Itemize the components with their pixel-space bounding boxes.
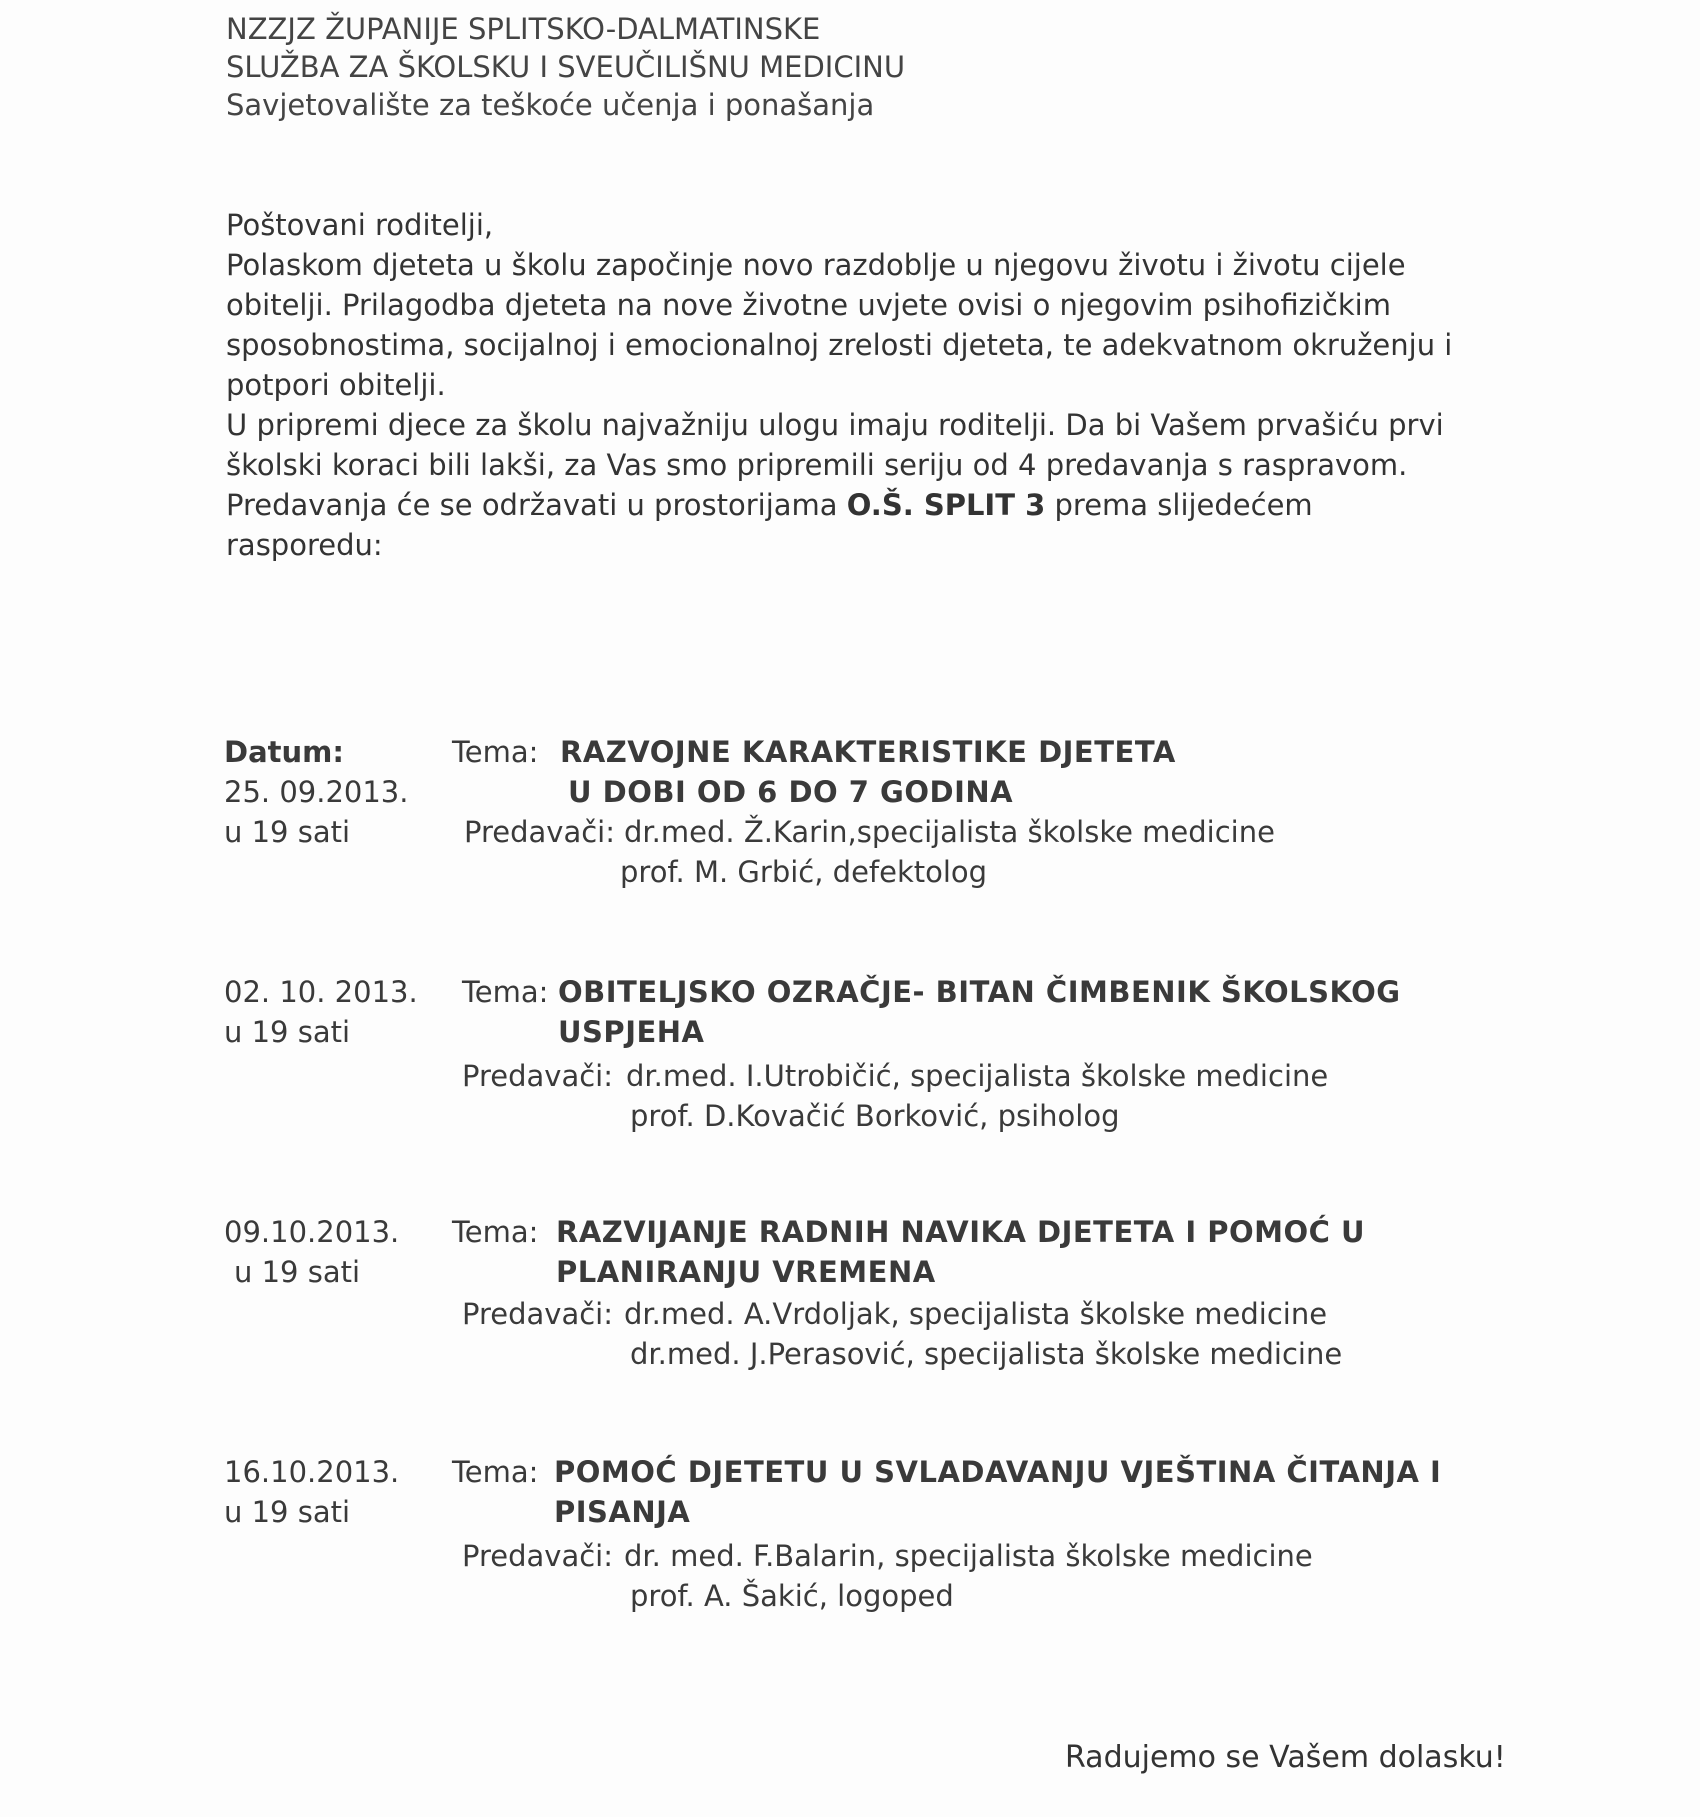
lecturers-list [624, 1294, 1342, 1374]
intro-text [226, 205, 1496, 565]
school-name: O.Š. SPLIT 3 [846, 488, 1046, 522]
entry-date: 02. 10. 2013. [224, 975, 418, 1009]
entry-date: 25. 09.2013. [224, 775, 409, 809]
paragraph-line: sposobnostima, socijalnoj i emocionalnoj zrelosti djeteta, te adekvatnom okruženju i [226, 328, 1453, 362]
lecturer: prof. M. Grbić, defektolog [620, 855, 988, 889]
institution-name: NZZJZ ŽUPANIJE SPLITSKO-DALMATINSKE [226, 12, 821, 46]
topic-title [560, 732, 1176, 812]
lecturers-list [620, 812, 1275, 892]
topic-title-line: U DOBI OD 6 DO 7 GODINA [568, 775, 1014, 809]
topic-title [556, 1212, 1365, 1292]
lecturers-label: Predavači: [462, 1297, 613, 1331]
date-header: Datum: [224, 735, 344, 769]
topic-title-line: USPJEHA [558, 1015, 705, 1049]
paragraph-line: školski koraci bili lakši, za Vas smo pripremili seriju od 4 predavanja s raspravom. [226, 448, 1408, 482]
topic-title [558, 972, 1401, 1052]
topic-title-line: RAZVOJNE KARAKTERISTIKE DJETETA [560, 735, 1176, 769]
topic-title-line: POMOĆ DJETETU U SVLADAVANJU VJEŠTINA ČITANJA I [554, 1455, 1442, 1489]
paragraph-line: rasporedu: [226, 528, 383, 562]
paragraph-line: obitelji. Prilagodba djeteta na nove životne uvjete ovisi o njegovim psihofizičkim [226, 288, 1391, 322]
paragraph-line: U pripremi djece za školu najvažniju ulogu imaju roditelji. Da bi Vašem prvašiću prvi [226, 408, 1444, 442]
paragraph-line [226, 485, 1496, 525]
lecturer: dr.med. J.Perasović, specijalista školske medicine [630, 1337, 1343, 1371]
topic-label: Tema: [452, 1455, 539, 1489]
topic-label: Tema: [462, 975, 549, 1009]
paragraph-line: Polaskom djeteta u školu započinje novo razdoblje u njegovu životu i životu cijele [226, 248, 1406, 282]
topic-title-line: PLANIRANJU VREMENA [556, 1255, 936, 1289]
lecturers-label: Predavači: [462, 1539, 613, 1573]
topic-label: Tema: [452, 735, 539, 769]
entry-date: 16.10.2013. [224, 1455, 400, 1489]
entry-date: 09.10.2013. [224, 1215, 400, 1249]
lecturers-label: Predavači: [462, 1059, 613, 1093]
paragraph-line: potpori obitelji. [226, 368, 446, 402]
closing-line: Radujemo se Vašem dolasku! [1065, 1740, 1506, 1775]
topic-title-line: OBITELJSKO OZRAČJE- BITAN ČIMBENIK ŠKOLSKOG [558, 975, 1401, 1009]
entry-time: u 19 sati [224, 1015, 351, 1049]
lecturer: dr.med. A.Vrdoljak, specijalista školske medicine [624, 1297, 1328, 1331]
paragraph-text: Predavanja će se održavati u prostorijama [226, 488, 847, 522]
entry-time: u 19 sati [224, 815, 351, 849]
lecturer: dr.med. I.Utrobičić, specijalista školske medicine [626, 1059, 1329, 1093]
topic-title-line: PISANJA [554, 1495, 691, 1529]
salutation: Poštovani roditelji, [226, 208, 494, 242]
lecturers-label: Predavači: [464, 815, 615, 849]
lecturers-list [624, 1536, 1313, 1616]
letterhead [226, 10, 905, 124]
topic-title [554, 1452, 1441, 1532]
entry-date-block [224, 1452, 399, 1532]
topic-label: Tema: [452, 1215, 539, 1249]
entry-date-block [224, 732, 408, 852]
lecturer: dr. med. F.Balarin, specijalista školske medicine [624, 1539, 1313, 1573]
entry-date-block [224, 1212, 399, 1292]
lecturer: prof. D.Kovačić Borković, psiholog [630, 1099, 1120, 1133]
lecturers-list [626, 1056, 1328, 1136]
lecturer: dr.med. Ž.Karin,specijalista školske medicine [624, 815, 1275, 849]
topic-title-line: RAZVIJANJE RADNIH NAVIKA DJETETA I POMOĆ U [556, 1215, 1366, 1249]
entry-date-block [224, 972, 418, 1052]
counseling-center-name: Savjetovalište za teškoće učenja i ponašanja [226, 88, 875, 122]
entry-time: u 19 sati [234, 1255, 361, 1289]
lecturer: prof. A. Šakić, logoped [630, 1579, 954, 1613]
paragraph-text: prema slijedećem [1045, 488, 1313, 522]
department-name: SLUŽBA ZA ŠKOLSKU I SVEUČILIŠNU MEDICINU [226, 50, 906, 84]
entry-time: u 19 sati [224, 1495, 351, 1529]
